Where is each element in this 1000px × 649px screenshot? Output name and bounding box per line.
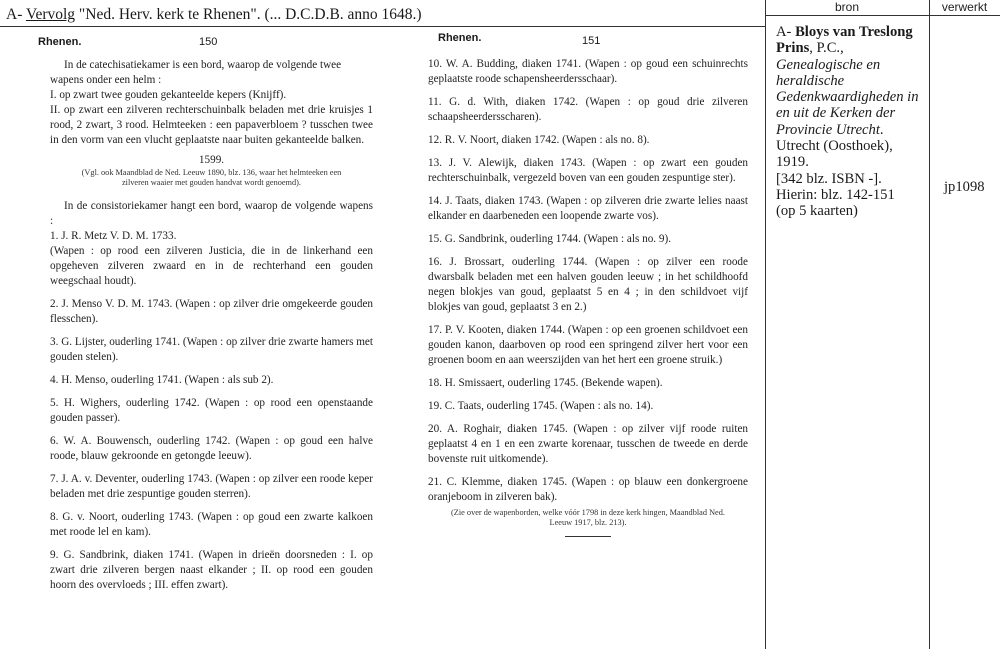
right-page-number: 151: [582, 35, 601, 47]
entry-14: 14. J. Taats, diaken 1743. (Wapen : op zilveren drie zwarte lelies naast elkander en daarbeneden een loopende zwarte vos).: [428, 195, 748, 222]
verwerkt-column-header: verwerkt: [941, 0, 988, 14]
document-title: [6, 6, 422, 24]
entry-17: 17. P. V. Kooten, diaken 1744. (Wapen : op een groenen schildvoet een gouden kanon, daarboven op rood een springend zilver hert voor een groenen boom en aan weerszijden van het hert een groene struik.): [428, 324, 748, 366]
end-rule: [565, 536, 611, 537]
bron-hierin: Hierin: blz. 142-151: [776, 186, 895, 203]
entry-10: 10. W. A. Budding, diaken 1741. (Wapen : op goud een schuinrechts geplaatste roode schapensheerdersschaar).: [428, 58, 748, 85]
entry-7: 7. J. A. v. Deventer, ouderling 1743. (Wapen : op zilver een roode keper beladen met drie zespuntige gouden sterren).: [50, 473, 373, 500]
bron-publisher: . Utrecht (Oosthoek), 1919.: [776, 121, 893, 171]
entry-21: 21. C. Klemme, diaken 1745. (Wapen : op blauw een donkergroene oranjeboom in zilveren bak).: [428, 476, 748, 503]
title-text: "Ned. Herv. kerk te Rhenen". (... D.C.D.B. anno 1648.): [78, 6, 422, 23]
entry-16: 16. J. Brossart, ouderling 1744. (Wapen : op zilver een roode dwarsbalk beladen met een halven gouden leeuw ; in het schildhoofd negen blokjes van goud, geplaatst 5 en 4 ; in den schildvoet vijf blokjes van goud, geplaatst 3 en 2.): [428, 256, 748, 313]
left-running-head: Rhenen.: [38, 36, 82, 48]
bron-citation: [776, 24, 926, 220]
entry-18: 18. H. Smissaert, ouderling 1745. (Bekende wapen).: [428, 377, 663, 389]
bron-column-header: bron: [834, 0, 860, 14]
verwerkt-left-border: [929, 0, 930, 649]
entry-12: 12. R. V. Noort, diaken 1742. (Wapen : als no. 8).: [428, 134, 650, 146]
entry-8: 8. G. v. Noort, ouderling 1743. (Wapen : op goud een zwarte kalkoen met roode lel en kam).: [50, 511, 373, 538]
entry-2: 2. J. Menso V. D. M. 1743. (Wapen : op zilver drie omgekeerde gouden flesschen).: [50, 298, 373, 325]
top-divider: [0, 26, 765, 27]
entry-19: 19. C. Taats, ouderling 1745. (Wapen : als no. 14).: [428, 400, 654, 412]
entry-20: 20. A. Roghair, diaken 1745. (Wapen : op zilver vijf roode ruiten geplaatst 4 en 1 en een zwarte korenaar, tusschen de tweede en derde bovenste ruit uitkomende).: [428, 423, 748, 465]
entry-1-name: 1. J. R. Metz V. D. M. 1733.: [50, 230, 177, 242]
bron-initials: , P.C.,: [809, 40, 844, 57]
entry-9: 9. G. Sandbrink, diaken 1741. (Wapen in drieën doorsneden : I. op zwart drie zilveren bergen naast elkander ; II. op rood een gouden hoorn des overvloeds ; III. effen zwart).: [50, 549, 373, 591]
vervolg-link[interactable]: Vervolg: [25, 6, 76, 23]
right-footnote: (Zie over de wapenborden, welke vóór 1798 in deze kerk hingen, Maandblad Ned. Leeuw 1917, blz. 213).: [451, 508, 725, 527]
bron-kaarten: (op 5 kaarten): [776, 203, 858, 220]
entry-4: 4. H. Menso, ouderling 1741. (Wapen : als sub 2).: [50, 374, 274, 386]
entry-6: 6. W. A. Bouwensch, ouderling 1742. (Wapen : op goud een halve roode, blauw gekroonde en getongde leeuw).: [50, 435, 373, 462]
bron-left-border: [765, 0, 766, 649]
entry-15: 15. G. Sandbrink, ouderling 1744. (Wapen : als no. 9).: [428, 233, 672, 245]
entry-3: 3. G. Lijster, ouderling 1741. (Wapen : op zilver drie zwarte hamers met gouden stelen).: [50, 336, 373, 363]
bron-prefix: A-: [776, 24, 792, 40]
year-label: 1599.: [198, 154, 225, 166]
entry-11: 11. G. d. With, diaken 1742. (Wapen : op goud drie zilveren schaapsheerdersscharen).: [428, 96, 748, 123]
bron-title: Genealogische en heraldische Gedenkwaardigheden in en uit de Kerken der Provincie Utrecht: [776, 56, 919, 138]
entry-1-text: (Wapen : op rood een zilveren Justicia, die in de linkerhand een opgeheven zilveren zwaard en in de rechterhand een gouden weegschaal houdt).: [50, 245, 373, 287]
entry-13: 13. J. V. Alewijk, diaken 1743. (Wapen : op zwart een gouden rechterschuinbalk, vergezeld boven van een gouden zespuntige ster).: [428, 157, 748, 184]
title-prefix: A-: [6, 6, 23, 23]
bron-pages: [342 blz. ISBN -].: [776, 170, 882, 187]
catechisatie-item-2: II. op zwart een zilveren rechterschuinbalk beladen met drie kruisjes 1 rood, 2 zwart, 3 rood. Helmteeken : een papaverbloem ? tusschen twee in den vorm van een vlucht geplaatste naar buiten gekanteelde balken.: [50, 104, 373, 146]
catechisatie-intro: In de catechisatiekamer is een bord, waarop de volgende twee wapens onder een helm :: [50, 59, 342, 86]
right-page-body: [428, 57, 748, 537]
consistorie-intro: In de consistoriekamer hangt een bord, waarop de volgende wapens :: [50, 200, 373, 227]
header-divider: [765, 15, 1000, 16]
left-page-body: [50, 58, 373, 593]
left-page-number: 150: [199, 36, 218, 48]
right-running-head: Rhenen.: [438, 32, 482, 44]
catechisatie-item-1: I. op zwart twee gouden gekanteelde kepers (Knijff).: [50, 89, 287, 101]
left-footnote: (Vgl. ook Maandblad de Ned. Leeuw 1890, blz. 136, waar het helmteeken een zilveren waaier met gouden handvat wordt genoemd).: [81, 168, 342, 187]
verwerkt-code: jp1098: [944, 179, 985, 195]
bron-author: Bloys van Treslong Prins: [776, 24, 913, 57]
entry-5: 5. H. Wighers, ouderling 1742. (Wapen : op rood een openstaande gouden passer).: [50, 397, 373, 424]
